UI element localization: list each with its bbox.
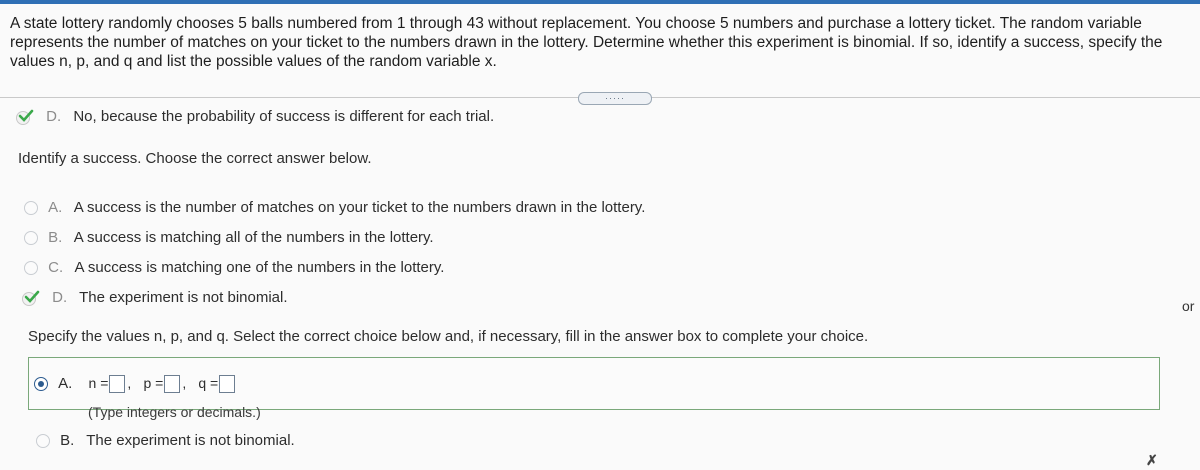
option-b-radio[interactable] bbox=[24, 231, 38, 245]
previous-answer-text: No, because the probability of success is different for each trial. bbox=[73, 108, 495, 125]
part3-option-b-text: The experiment is not binomial. bbox=[86, 432, 295, 449]
option-a[interactable] bbox=[24, 199, 645, 216]
option-letter: A. bbox=[58, 375, 73, 392]
option-a-text: A success is the number of matches on your ticket to the numbers drawn in the lottery. bbox=[73, 199, 646, 216]
option-letter: B. bbox=[60, 432, 75, 449]
q-input[interactable] bbox=[219, 375, 235, 393]
option-c-radio[interactable] bbox=[24, 261, 38, 275]
option-d[interactable] bbox=[22, 289, 288, 306]
truncated-edge-text: or bbox=[1182, 298, 1195, 314]
close-icon[interactable]: ✗ bbox=[1146, 452, 1158, 468]
option-a-radio[interactable] bbox=[24, 201, 38, 215]
option-letter: B. bbox=[48, 229, 63, 246]
option-d-text: The experiment is not binomial. bbox=[79, 289, 288, 306]
n-input[interactable] bbox=[109, 375, 125, 393]
part3-option-a-radio[interactable] bbox=[34, 377, 48, 391]
previous-answer-letter: D. bbox=[46, 108, 62, 125]
part2-prompt: Identify a success. Choose the correct answer below. bbox=[18, 150, 372, 167]
option-c[interactable] bbox=[24, 259, 444, 276]
checkmark-icon bbox=[16, 109, 36, 125]
option-b-text: A success is matching all of the numbers in the lottery. bbox=[73, 229, 434, 246]
checkmark-icon bbox=[22, 290, 42, 306]
option-letter: C. bbox=[48, 259, 64, 276]
p-input[interactable] bbox=[164, 375, 180, 393]
p-label: p = bbox=[143, 375, 164, 391]
part3-option-a[interactable]: A. n = , p = , q = bbox=[34, 375, 237, 393]
expand-question-button[interactable]: ····· bbox=[578, 92, 652, 105]
part3-option-b-radio[interactable] bbox=[36, 434, 50, 448]
input-hint: (Type integers or decimals.) bbox=[88, 404, 261, 420]
option-c-text: A success is matching one of the numbers in the lottery. bbox=[74, 259, 445, 276]
option-letter: A. bbox=[48, 199, 63, 216]
previous-answer bbox=[16, 108, 494, 125]
part3-prompt: Specify the values n, p, and q. Select the correct choice below and, if necessary, fill in the answer box to complete your choice. bbox=[28, 328, 869, 345]
n-label: n = bbox=[88, 375, 109, 391]
q-label: q = bbox=[198, 375, 219, 391]
option-letter: D. bbox=[52, 289, 68, 306]
option-b[interactable] bbox=[24, 229, 434, 246]
part3-option-b[interactable] bbox=[36, 432, 295, 449]
top-accent-bar bbox=[0, 0, 1200, 4]
question-text: A state lottery randomly chooses 5 balls numbered from 1 through 43 without replacement. You choose 5 numbers and purchase a lottery ticket. The random variable represents the number of matches on your ticket to the numbers drawn in the lottery. Determine whether this experiment is binomial. If so, identify a success, specify the values n, p, and q and list the possible values of the random variable x. bbox=[10, 15, 1163, 70]
